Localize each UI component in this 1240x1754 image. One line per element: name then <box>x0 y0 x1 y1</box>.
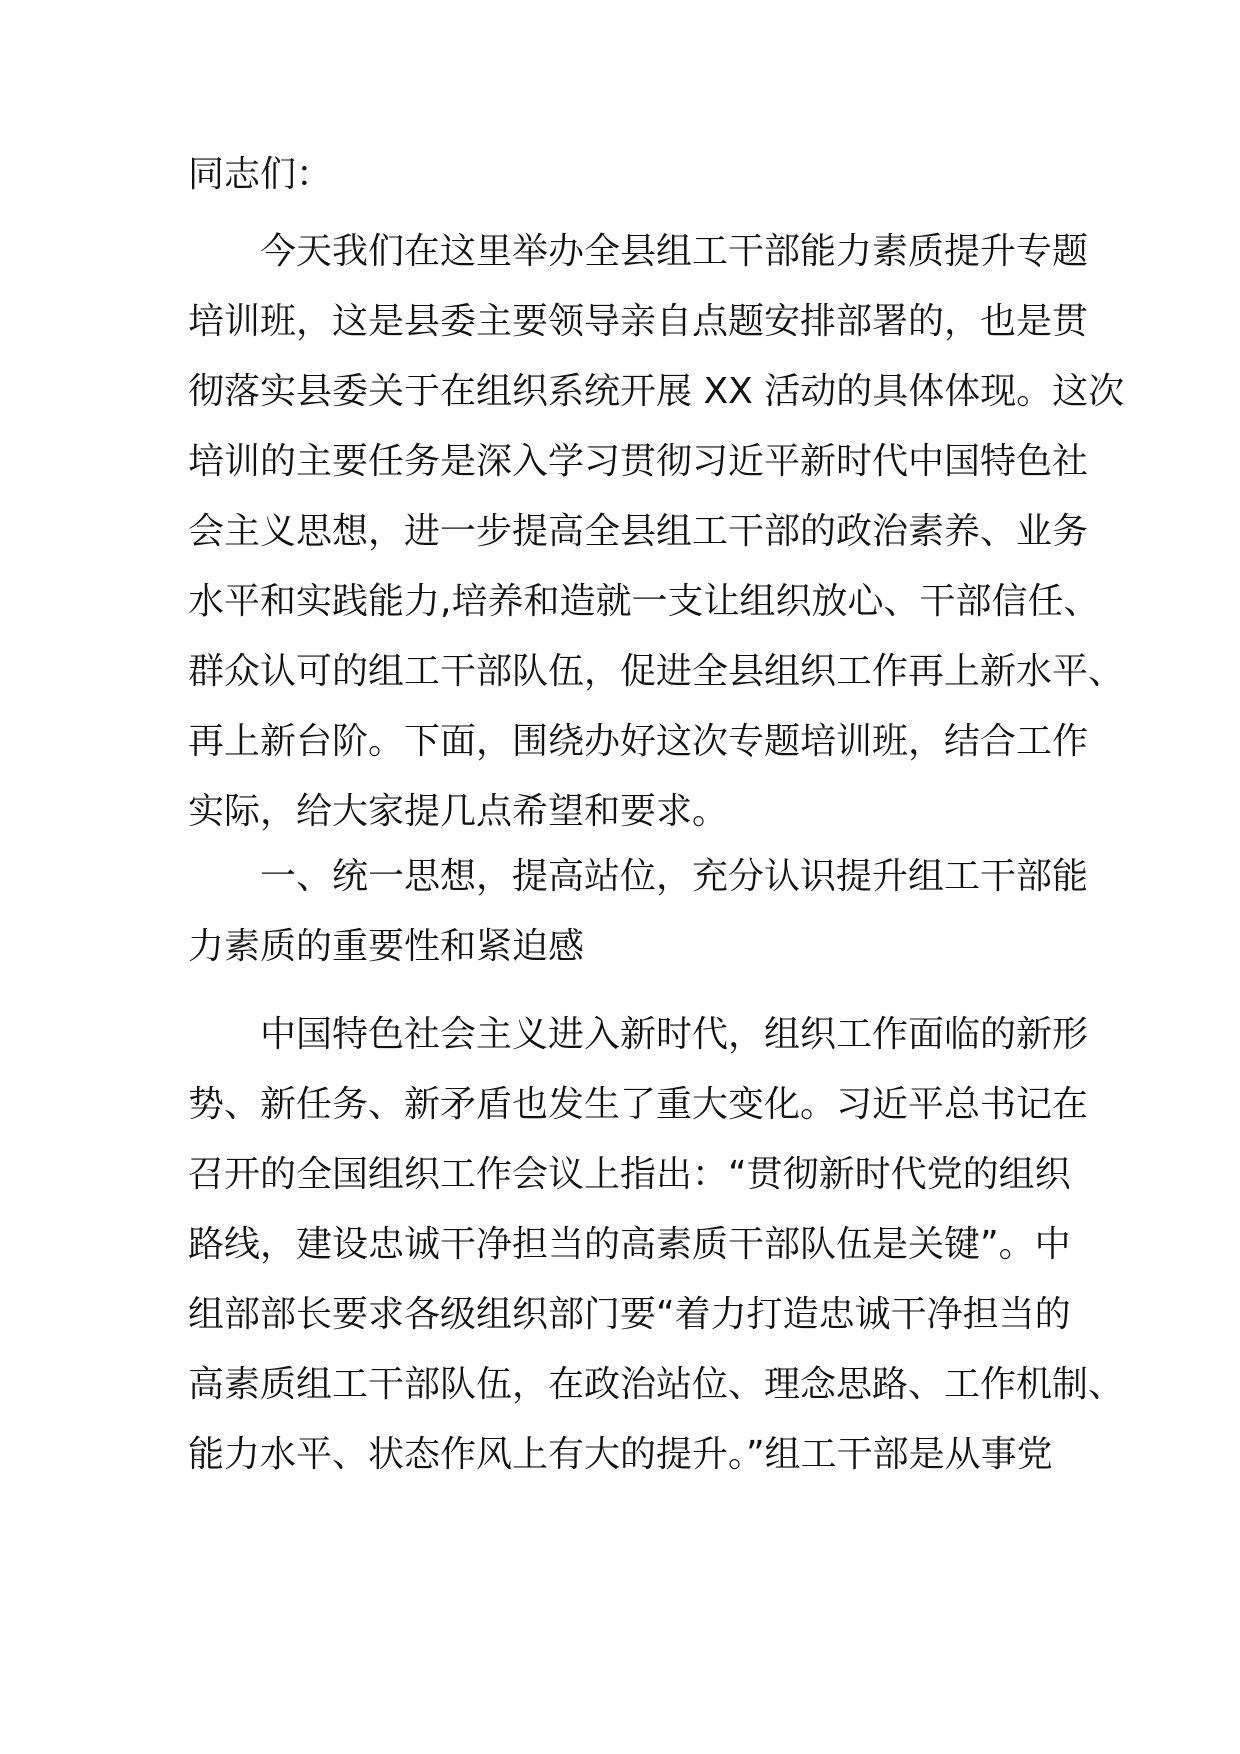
paragraph-line: 势、新任务、新矛盾也发生了重大变化。习近平总书记在 <box>188 1084 1089 1125</box>
paragraph-line: 高素质组工干部队伍，在政治站位、理念思路、工作机制、 <box>188 1364 1125 1405</box>
paragraph-line: 实际，给大家提几点希望和要求。 <box>188 791 729 832</box>
paragraph-line: 水平和实践能力,培养和造就一支让组织放心、干部信任、 <box>188 581 1100 622</box>
heading-line: 力素质的重要性和紧迫感 <box>188 926 585 967</box>
paragraph-line: 培训的主要任务是深入学习贯彻习近平新时代中国特色社 <box>188 441 1089 482</box>
paragraph-line: 群众认可的组工干部队伍，促进全县组织工作再上新水平、 <box>188 651 1125 692</box>
paragraph-line: 再上新台阶。下面，围绕办好这次专题培训班，结合工作 <box>188 721 1089 762</box>
paragraph-line: 能力水平、状态作风上有大的提升。”组工干部是从事党 <box>188 1434 1053 1475</box>
paragraph-line: 组部部长要求各级组织部门要“着力打造忠诚干净担当的 <box>188 1294 1071 1335</box>
salutation <box>188 140 1068 210</box>
paragraph-line: 会主义思想，进一步提高全县组工干部的政治素养、业务 <box>188 511 1089 552</box>
paragraph-1 <box>188 217 1125 847</box>
paragraph-line: 今天我们在这里举办全县组工干部能力素质提升专题 <box>260 231 1089 272</box>
section-heading-1 <box>188 842 1089 982</box>
heading-line: 一、统一思想，提高站位，充分认识提升组工干部能 <box>260 856 1089 897</box>
salutation-line: 同志们： <box>188 154 333 195</box>
paragraph-2 <box>188 1000 1125 1490</box>
paragraph-line: 培训班，这是县委主要领导亲自点题安排部署的，也是贯 <box>188 301 1089 342</box>
paragraph-line: 中国特色社会主义进入新时代，组织工作面临的新形 <box>260 1014 1089 1055</box>
paragraph-line: 路线，建设忠诚干净担当的高素质干部队伍是关键”。中 <box>188 1224 1071 1265</box>
paragraph-line: 彻落实县委关于在组织系统开展 XX 活动的具体体现。这次 <box>188 371 1125 412</box>
paragraph-line: 召开的全国组织工作会议上指出：“贯彻新时代党的组织 <box>188 1154 1071 1195</box>
